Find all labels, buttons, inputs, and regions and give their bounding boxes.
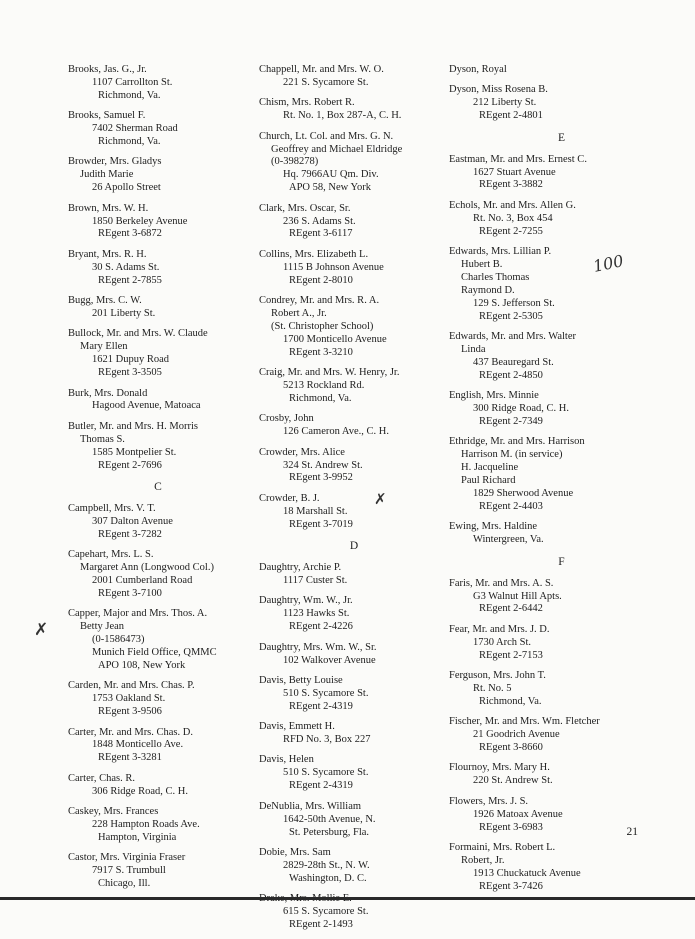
directory-entry xyxy=(449,521,674,547)
directory-entry xyxy=(68,388,248,414)
directory-column-1 xyxy=(68,64,248,899)
entry-detail-line: REgent 3-8660 xyxy=(479,742,543,754)
entry-detail-line: Richmond, Va. xyxy=(289,392,352,404)
entry-name: Capehart, Mrs. L. S. xyxy=(68,549,154,561)
entry-name: DeNublia, Mrs. William xyxy=(259,800,362,812)
entry-name: Brown, Mrs. W. H. xyxy=(68,202,149,214)
entry-detail-line: REgent 2-4801 xyxy=(479,110,543,122)
directory-entry xyxy=(259,367,449,406)
directory-entry xyxy=(68,295,248,321)
entry-detail-line: REgent 2-1493 xyxy=(289,918,353,930)
directory-entry xyxy=(68,328,248,380)
entry-name: Carter, Chas. R. xyxy=(68,772,135,784)
entry-detail-line: Wintergreen, Va. xyxy=(473,534,544,546)
entry-detail-line: 220 St. Andrew St. xyxy=(473,775,553,787)
section-letter-header: C xyxy=(154,480,162,493)
entry-name: Daughtry, Wm. W., Jr. xyxy=(259,595,353,607)
entry-detail-line: 1123 Hawks St. xyxy=(283,608,350,620)
entry-name: Bryant, Mrs. R. H. xyxy=(68,248,147,260)
directory-entry xyxy=(449,331,674,383)
directory-entry xyxy=(68,249,248,288)
handwritten-x-mark: ✗ xyxy=(374,490,387,508)
entry-detail-line: Hq. 7966AU Qm. Div. xyxy=(283,169,379,181)
entry-detail-line: (St. Christopher School) xyxy=(271,320,374,332)
entry-detail-line: REgent 2-5305 xyxy=(479,310,543,322)
entry-detail-line: REgent 3-7019 xyxy=(289,518,353,530)
entry-detail-line: 18 Marshall St. xyxy=(283,505,348,517)
entry-detail-line: REgent 2-4226 xyxy=(289,621,353,633)
entry-name: Chism, Mrs. Robert R. xyxy=(259,97,355,109)
entry-detail-line: 510 S. Sycamore St. xyxy=(283,767,369,779)
directory-entry xyxy=(449,154,674,193)
directory-entry xyxy=(259,413,449,439)
entry-name: Ethridge, Mr. and Mrs. Harrison xyxy=(449,436,585,448)
entry-detail-line: 21 Goodrich Avenue xyxy=(473,729,560,741)
entry-detail-line: 1585 Montpelier St. xyxy=(92,446,177,458)
entry-detail-line: 221 S. Sycamore St. xyxy=(283,76,369,88)
entry-name: Capper, Major and Mrs. Thos. A. xyxy=(68,608,208,620)
entry-detail-line: REgent 2-7153 xyxy=(479,649,543,661)
entry-detail-line: 1627 Stuart Avenue xyxy=(473,166,556,178)
entry-name: Dyson, Miss Rosena B. xyxy=(449,84,548,96)
entry-name: Flowers, Mrs. J. S. xyxy=(449,795,529,807)
entry-detail-line: 1753 Oakland St. xyxy=(92,693,166,705)
entry-name: Church, Lt. Col. and Mrs. G. N. xyxy=(259,130,394,142)
directory-entry xyxy=(68,727,248,766)
directory-entry xyxy=(259,562,449,588)
entry-name: Chappell, Mr. and Mrs. W. O. xyxy=(259,64,384,75)
entry-detail-line: Geoffrey and Michael Eldridge xyxy=(271,143,403,155)
entry-detail-line: 2829-28th St., N. W. xyxy=(283,859,370,871)
section-letter-header: D xyxy=(349,540,359,553)
entry-detail-line: 30 S. Adams St. xyxy=(92,261,160,273)
directory-entry xyxy=(68,773,248,799)
entry-name: Craig, Mr. and Mrs. W. Henry, Jr. xyxy=(259,367,400,379)
entry-detail-line: Thomas S. xyxy=(80,433,125,445)
entry-detail-line: REgent 2-4403 xyxy=(479,500,543,512)
entry-detail-line: REgent 2-6442 xyxy=(479,603,543,615)
entry-name: Daughtry, Archie P. xyxy=(259,562,342,574)
entry-detail-line: (0-398278) xyxy=(271,156,319,168)
entry-detail-line: 324 St. Andrew St. xyxy=(283,459,363,471)
entry-detail-line: REgent 2-4319 xyxy=(289,700,353,712)
directory-entry xyxy=(259,721,449,747)
directory-entry xyxy=(449,246,674,323)
entry-detail-line: 510 S. Sycamore St. xyxy=(283,687,369,699)
entry-detail-line: Hagood Avenue, Matoaca xyxy=(92,400,201,412)
entry-detail-line: REgent 3-6117 xyxy=(289,228,353,240)
entry-detail-line: 102 Walkover Avenue xyxy=(283,654,376,666)
entry-detail-line: REgent 3-3210 xyxy=(289,346,353,358)
entry-detail-line: Richmond, Va. xyxy=(98,89,161,101)
directory-entry xyxy=(259,203,449,242)
entry-name: Crosby, John xyxy=(259,413,314,425)
entry-detail-line: 306 Ridge Road, C. H. xyxy=(92,785,188,797)
entry-detail-line: APO 108, New York xyxy=(98,659,186,671)
directory-entry xyxy=(259,801,449,840)
entry-detail-line: 1700 Monticello Avenue xyxy=(283,333,387,345)
entry-name: Campbell, Mrs. V. T. xyxy=(68,502,156,514)
directory-entry xyxy=(259,493,449,532)
entry-detail-line: G3 Walnut Hill Apts. xyxy=(473,590,562,602)
entry-name: Condrey, Mr. and Mrs. R. A. xyxy=(259,295,380,307)
entry-name: English, Mrs. Minnie xyxy=(449,390,539,402)
entry-detail-line: REgent 3-9952 xyxy=(289,472,353,484)
entry-name: Collins, Mrs. Elizabeth L. xyxy=(259,248,369,260)
entry-name: Clark, Mrs. Oscar, Sr. xyxy=(259,202,351,214)
entry-detail-line: 26 Apollo Street xyxy=(92,182,161,194)
entry-detail-line: 1850 Berkeley Avenue xyxy=(92,215,188,227)
directory-entry xyxy=(449,796,674,835)
directory-entry xyxy=(259,447,449,486)
directory-entry xyxy=(449,842,674,894)
directory-entry xyxy=(449,436,674,513)
directory-entry xyxy=(449,624,674,663)
directory-entry xyxy=(259,595,449,634)
entry-name: Flournoy, Mrs. Mary H. xyxy=(449,762,550,774)
entry-detail-line: 1642-50th Avenue, N. xyxy=(283,813,376,825)
entry-detail-line: 1926 Matoax Avenue xyxy=(473,808,563,820)
entry-detail-line: REgent 3-6872 xyxy=(98,228,162,240)
directory-entry xyxy=(68,110,248,149)
entry-detail-line: H. Jacqueline xyxy=(461,462,519,474)
entry-detail-line: 126 Cameron Ave., C. H. xyxy=(283,426,389,438)
directory-column-2 xyxy=(259,64,449,939)
entry-detail-line: Richmond, Va. xyxy=(479,695,542,707)
entry-name: Carden, Mr. and Mrs. Chas. P. xyxy=(68,680,195,692)
directory-entry xyxy=(449,670,674,709)
entry-detail-line: REgent 3-9506 xyxy=(98,706,162,718)
entry-detail-line: Rt. No. 5 xyxy=(473,682,512,694)
entry-name: Burk, Mrs. Donald xyxy=(68,387,148,399)
entry-detail-line: 7402 Sherman Road xyxy=(92,123,178,135)
directory-entry xyxy=(259,754,449,793)
directory-entry xyxy=(449,64,674,77)
entry-detail-line: Harrison M. (in service) xyxy=(461,449,563,461)
page-number: 21 xyxy=(626,826,638,838)
entry-name: Butler, Mr. and Mrs. H. Morris xyxy=(68,420,198,432)
handwritten-number-mark: 100 xyxy=(591,251,626,276)
directory-entry xyxy=(68,806,248,845)
entry-detail-line: 615 S. Sycamore St. xyxy=(283,906,369,918)
directory-entry xyxy=(68,503,248,542)
entry-detail-line: APO 58, New York xyxy=(289,182,371,194)
entry-detail-line: Paul Richard xyxy=(461,475,516,487)
directory-entry xyxy=(259,249,449,288)
entry-name: Formaini, Mrs. Robert L. xyxy=(449,842,556,853)
entry-detail-line: 1829 Sherwood Avenue xyxy=(473,487,574,499)
entry-detail-line: REgent 3-6983 xyxy=(479,821,543,833)
entry-detail-line: REgent 2-4319 xyxy=(289,780,353,792)
entry-detail-line: 300 Ridge Road, C. H. xyxy=(473,403,569,415)
entry-detail-line: 228 Hampton Roads Ave. xyxy=(92,819,200,830)
directory-entry xyxy=(449,200,674,239)
directory-entry xyxy=(259,295,449,360)
entry-detail-line: 129 S. Jefferson St. xyxy=(473,297,555,309)
entry-name: Browder, Mrs. Gladys xyxy=(68,156,162,168)
entry-name: Fear, Mr. and Mrs. J. D. xyxy=(449,623,550,635)
entry-name: Davis, Helen xyxy=(259,754,314,766)
entry-detail-line: REgent 3-3882 xyxy=(479,179,543,191)
entry-detail-line: 1730 Arch St. xyxy=(473,636,532,648)
entry-name: Crowder, B. J. xyxy=(259,492,320,504)
entry-detail-line: 1115 B Johnson Avenue xyxy=(283,261,384,273)
directory-entry xyxy=(259,131,449,196)
entry-name: Dobie, Mrs. Sam xyxy=(259,846,331,858)
entry-name: Brooks, Samuel F. xyxy=(68,110,146,122)
entry-detail-line: REgent 2-8010 xyxy=(289,274,353,286)
entry-detail-line: 201 Liberty St. xyxy=(92,308,156,319)
entry-detail-line: REgent 3-3505 xyxy=(98,367,162,379)
directory-entry xyxy=(449,84,674,123)
entry-detail-line: Mary Ellen xyxy=(80,341,128,353)
entry-detail-line: 1913 Chuckatuck Avenue xyxy=(473,867,581,879)
directory-entry xyxy=(68,549,248,601)
entry-name: Bullock, Mr. and Mrs. W. Claude xyxy=(68,328,208,340)
entry-detail-line: 236 S. Adams St. xyxy=(283,215,356,227)
entry-detail-line: Linda xyxy=(461,343,486,355)
directory-entry xyxy=(68,421,248,473)
entry-detail-line: REgent 3-7100 xyxy=(98,587,162,599)
handwritten-x-mark: ✗ xyxy=(34,620,49,640)
directory-entry xyxy=(68,64,248,103)
entry-name: Edwards, Mr. and Mrs. Walter xyxy=(449,331,576,342)
directory-entry xyxy=(449,578,674,617)
entry-detail-line: Munich Field Office, QMMC xyxy=(92,647,217,659)
directory-entry xyxy=(68,680,248,719)
entry-name: Echols, Mr. and Mrs. Allen G. xyxy=(449,199,576,211)
entry-detail-line: Rt. No. 1, Box 287-A, C. H. xyxy=(283,110,402,122)
entry-name: Caskey, Mrs. Frances xyxy=(68,806,159,818)
entry-name: Eastman, Mr. and Mrs. Ernest C. xyxy=(449,153,587,165)
directory-entry xyxy=(449,762,674,788)
entry-name: Brooks, Jas. G., Jr. xyxy=(68,64,147,75)
entry-detail-line: Judith Marie xyxy=(80,169,134,181)
entry-detail-line: Robert A., Jr. xyxy=(271,308,327,319)
entry-detail-line: Raymond D. xyxy=(461,284,515,296)
entry-detail-line: 1107 Carrollton St. xyxy=(92,76,173,88)
entry-name: Daughtry, Mrs. Wm. W., Sr. xyxy=(259,641,377,653)
entry-detail-line: REgent 3-7282 xyxy=(98,528,162,540)
entry-detail-line: (0-1586473) xyxy=(92,634,145,646)
entry-detail-line: REgent 3-7426 xyxy=(479,880,543,892)
entry-detail-line: 5213 Rockland Rd. xyxy=(283,380,365,392)
entry-name: Edwards, Mrs. Lillian P. xyxy=(449,246,552,258)
entry-name: Faris, Mr. and Mrs. A. S. xyxy=(449,577,554,589)
section-letter-header: E xyxy=(557,131,566,144)
directory-entry xyxy=(259,847,449,886)
entry-detail-line: Hubert B. xyxy=(461,258,503,270)
entry-detail-line: Richmond, Va. xyxy=(98,136,161,148)
entry-name: Ewing, Mrs. Haldine xyxy=(449,521,538,533)
directory-entry xyxy=(259,642,449,668)
entry-detail-line: RFD No. 3, Box 227 xyxy=(283,734,371,746)
entry-detail-line: REgent 2-7696 xyxy=(98,459,162,471)
entry-detail-line: 1117 Custer St. xyxy=(283,575,348,586)
entry-detail-line: Hampton, Virginia xyxy=(98,831,177,843)
entry-name: Fischer, Mr. and Mrs. Wm. Fletcher xyxy=(449,716,600,728)
directory-entry xyxy=(449,390,674,429)
entry-detail-line: Washington, D. C. xyxy=(289,872,367,884)
entry-detail-line: REgent 3-3281 xyxy=(98,752,162,764)
entry-detail-line: REgent 2-4850 xyxy=(479,369,543,381)
entry-detail-line: 7917 S. Trumbull xyxy=(92,865,166,877)
entry-detail-line: REgent 2-7255 xyxy=(479,225,543,237)
entry-detail-line: 1848 Monticello Ave. xyxy=(92,739,184,751)
entry-detail-line: Margaret Ann (Longwood Col.) xyxy=(80,562,214,574)
entry-name: Crowder, Mrs. Alice xyxy=(259,446,345,458)
directory-column-3 xyxy=(449,64,674,901)
entry-name: Ferguson, Mrs. John T. xyxy=(449,670,546,682)
directory-entry xyxy=(449,716,674,755)
entry-detail-line: REgent 2-7855 xyxy=(98,274,162,286)
entry-detail-line: 307 Dalton Avenue xyxy=(92,515,173,527)
directory-entry xyxy=(68,156,248,195)
entry-detail-line: Charles Thomas xyxy=(461,271,530,283)
entry-detail-line: Rt. No. 3, Box 454 xyxy=(473,212,553,224)
directory-entry xyxy=(259,64,449,90)
entry-detail-line: Chicago, Ill. xyxy=(98,878,151,890)
entry-name: Castor, Mrs. Virginia Fraser xyxy=(68,852,186,864)
entry-detail-line: 1621 Dupuy Road xyxy=(92,354,169,366)
entry-detail-line: 212 Liberty St. xyxy=(473,97,537,109)
entry-detail-line: St. Petersburg, Fla. xyxy=(289,826,370,838)
entry-name: Bugg, Mrs. C. W. xyxy=(68,295,142,307)
entry-name: Carter, Mr. and Mrs. Chas. D. xyxy=(68,726,193,738)
section-letter-header: F xyxy=(558,555,565,568)
entry-name: Davis, Emmett H. xyxy=(259,721,335,733)
entry-detail-line: Betty Jean xyxy=(80,621,125,633)
entry-detail-line: 2001 Cumberland Road xyxy=(92,575,193,586)
directory-entry xyxy=(259,97,449,123)
entry-detail-line: Robert, Jr. xyxy=(461,854,505,866)
entry-detail-line: REgent 2-7349 xyxy=(479,415,543,427)
directory-entry xyxy=(68,852,248,891)
entry-name: Dyson, Royal xyxy=(449,64,507,75)
entry-detail-line: 437 Beauregard St. xyxy=(473,356,554,368)
directory-entry xyxy=(259,675,449,714)
directory-entry xyxy=(68,203,248,242)
directory-entry xyxy=(68,608,248,673)
entry-name: Davis, Betty Louise xyxy=(259,674,343,686)
